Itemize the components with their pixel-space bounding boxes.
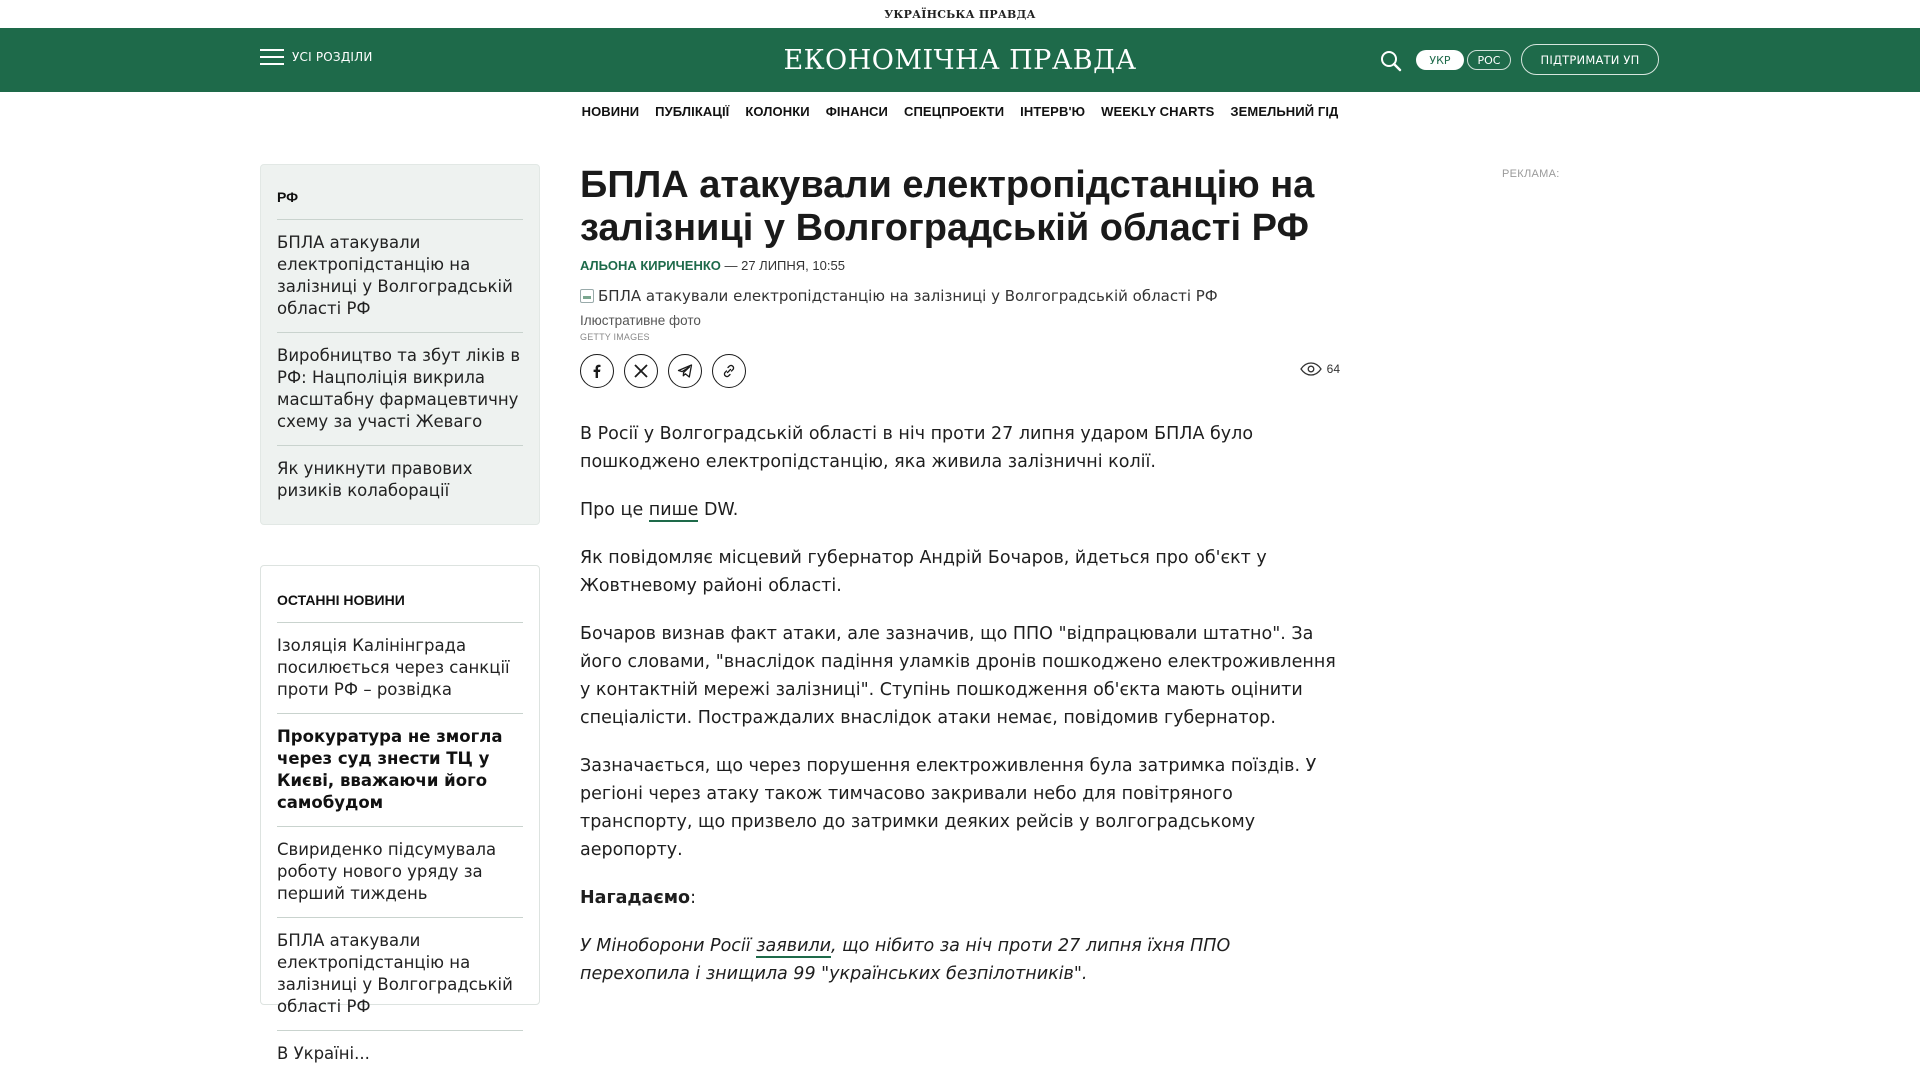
lang-ukr-button[interactable]: УКР	[1416, 50, 1464, 70]
latest-news-item[interactable]: БПЛА атакували електропідстанцію на залізниці у Волгоградській області РФ	[277, 917, 523, 1030]
main-nav	[0, 104, 1920, 124]
paragraph	[580, 932, 1340, 988]
latest-news-item[interactable]: Свириденко підсумувала роботу нового уряду за перший тиждень	[277, 826, 523, 917]
text-fragment: Про це	[580, 500, 649, 520]
nav-item-news[interactable]: НОВИНИ	[581, 104, 640, 119]
text-fragment: DW.	[698, 500, 739, 520]
paragraph: В Росії у Волгоградській області в ніч проти 27 липня ударом БПЛА було пошкоджено електропідстанцію, яка живила залізничні колії.	[580, 424, 1254, 472]
topic-title[interactable]: РФ	[277, 189, 299, 205]
link-icon	[721, 363, 737, 379]
topic-item[interactable]: Виробництво та збут ліків в РФ: Нацполіція викрила масштабну фармацевтичну схему за участі Жеваго	[277, 332, 523, 445]
article-date: 27 ЛИПНЯ, 10:55	[741, 258, 845, 273]
reminder-label: Нагадаємо	[580, 888, 691, 908]
paragraph	[580, 496, 1340, 524]
x-icon	[634, 364, 648, 378]
source-link[interactable]: пише	[648, 500, 699, 520]
telegram-share-button[interactable]	[668, 354, 702, 388]
x-share-button[interactable]	[624, 354, 658, 388]
topic-item[interactable]: БПЛА атакували електропідстанцію на залізниці у Волгоградській області РФ	[277, 219, 523, 332]
eye-icon	[1300, 362, 1322, 376]
author-link[interactable]: АЛЬОНА КИРИЧЕНКО	[580, 258, 721, 273]
share-bar	[580, 354, 1340, 390]
nav-item-special-projects[interactable]: СПЕЦПРОЕКТИ	[904, 104, 1005, 119]
latest-news-item[interactable]: Прокуратура не змогла через суд знести ТЦ у Києві, вважаючи його самобудом	[277, 713, 523, 826]
facebook-share-button[interactable]	[580, 354, 614, 388]
site-header	[0, 28, 1920, 92]
view-counter	[1300, 362, 1340, 376]
top-strip	[0, 0, 1920, 29]
article-title: БПЛА атакували електропідстанцію на залізниці у Волгоградській області РФ	[580, 164, 1315, 249]
ukrainska-pravda-logo[interactable]: УКРАЇНСЬКА ПРАВДА	[884, 7, 1036, 21]
paragraph	[580, 884, 1340, 912]
nav-item-weekly-charts[interactable]: WEEKLY CHARTS	[1101, 104, 1215, 119]
image-caption: Ілюстративне фото	[580, 313, 701, 328]
latest-news-box	[260, 565, 540, 1063]
latest-news-title: ОСТАННІ НОВИНИ	[277, 592, 405, 608]
article-image	[580, 287, 1340, 305]
paragraph: Бочаров визнав факт атаки, але зазначив, що ППО "відпрацювали штатно". За його словами, "внаслідок падіння уламків дронів пошкоджено електроживлення у контактній мережі залізниці". Ступінь пошкодження об'єкта мають оцінити спеціалісти. Постраждалих внаслідок атаки немає, повідомив губернатор.	[580, 624, 1336, 728]
image-credit: GETTY IMAGES	[580, 332, 650, 342]
topic-box	[260, 164, 540, 525]
article	[580, 164, 1340, 1008]
statement-link[interactable]: заявили	[756, 936, 832, 956]
text-fragment: :	[690, 888, 696, 908]
left-sidebar	[260, 164, 540, 1063]
nav-item-finance[interactable]: ФІНАНСИ	[825, 104, 888, 119]
telegram-icon	[677, 363, 693, 379]
hamburger-icon	[260, 49, 284, 65]
views-count: 64	[1326, 362, 1340, 376]
paragraph: Зазначається, що через порушення електроживлення була затримка поїздів. У регіоні через атаку також тимчасово закривали небо для повітряного транспорту, що призвело до затримки деяких рейсів у волгоградському аеропорту.	[580, 756, 1317, 860]
support-button[interactable]: ПІДТРИМАТИ УП	[1521, 44, 1659, 75]
facebook-icon	[589, 363, 605, 379]
menu-label: УСІ РОЗДІЛИ	[292, 50, 373, 64]
nav-item-land-guide[interactable]: ЗЕМЕЛЬНИЙ ГІД	[1230, 104, 1339, 119]
copy-link-button[interactable]	[712, 354, 746, 388]
paragraph: Як повідомляє місцевий губернатор Андрій Бочаров, йдеться про об'єкт у Жовтневому районі області.	[580, 548, 1267, 596]
ad-label: РЕКЛАМА:	[1502, 168, 1560, 180]
meta-separator: —	[720, 258, 742, 273]
nav-item-interview[interactable]: ІНТЕРВ'Ю	[1020, 104, 1086, 119]
nav-item-publications[interactable]: ПУБЛІКАЦІЇ	[655, 104, 730, 119]
article-body	[580, 420, 1340, 988]
all-sections-menu-button[interactable]	[260, 49, 373, 65]
broken-image-icon	[580, 289, 594, 303]
latest-news-item[interactable]: В Україні...	[277, 1030, 523, 1077]
economichna-pravda-logo[interactable]: ЕКОНОМІЧНА ПРАВДА	[783, 45, 1137, 76]
text-fragment: , що нібито за ніч проти 27 липня їхня ППО перехопила і знищила 99 "українських безпілотників".	[580, 936, 1231, 984]
nav-item-columns[interactable]: КОЛОНКИ	[745, 104, 810, 119]
lang-ros-button[interactable]: РОС	[1467, 50, 1511, 70]
article-meta	[580, 258, 1340, 273]
search-icon[interactable]	[1379, 49, 1403, 73]
text-fragment: У Міноборони Росії	[580, 936, 757, 956]
topic-item[interactable]: Як уникнути правових ризиків колаборації	[277, 445, 523, 514]
image-alt-text: БПЛА атакували електропідстанцію на залізниці у Волгоградській області РФ	[598, 287, 1218, 305]
latest-news-item[interactable]: Ізоляція Калінінграда посилюється через санкції проти РФ – розвідка	[277, 622, 523, 713]
